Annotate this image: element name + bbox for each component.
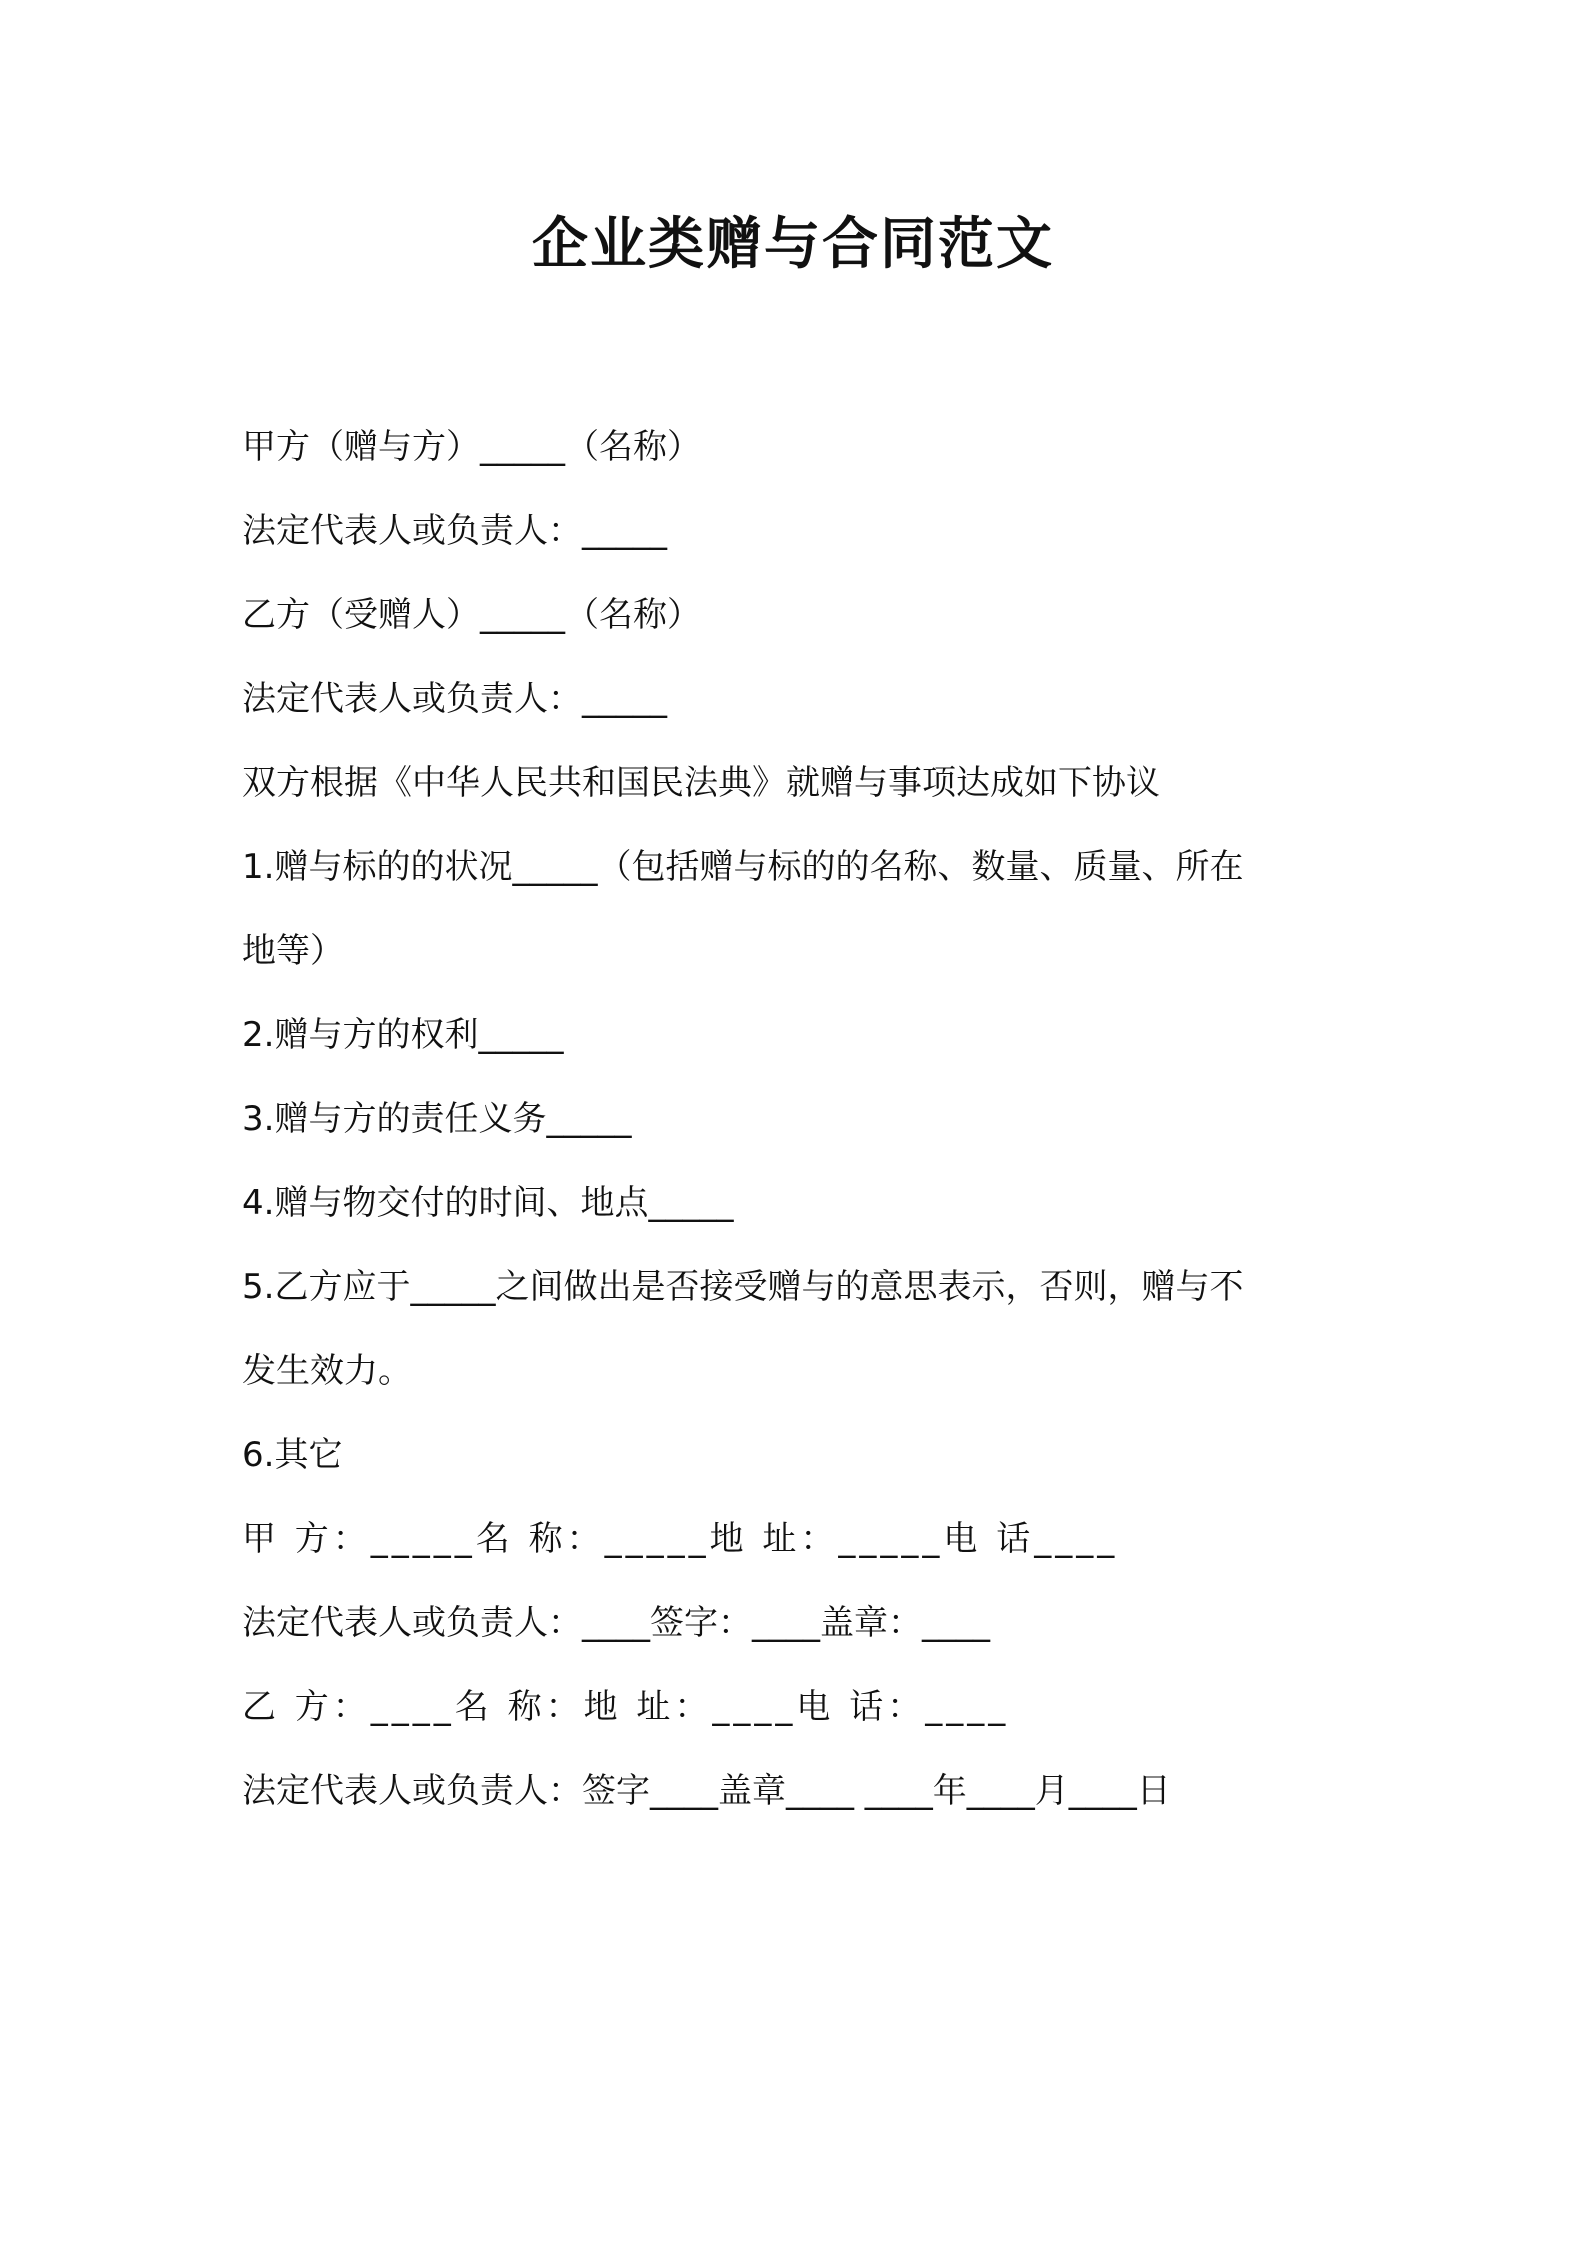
clause-4-line: 4.赠与物交付的时间、地点_____: [242, 1183, 734, 1223]
clause-5-continuation: 发生效力。: [242, 1351, 412, 1391]
signature-party-a-line: 甲 方：_____名 称：_____地 址：_____电 话____: [242, 1519, 1119, 1559]
party-b-representative-line: 法定代表人或负责人：_____: [242, 679, 667, 719]
preamble-line: 双方根据《中华人民共和国民法典》就赠与事项达成如下协议: [242, 763, 1160, 803]
party-b-line: 乙方（受赠人）_____（名称）: [242, 595, 701, 635]
signature-party-b-line: 乙 方：____名 称：地 址：____电 话：____: [242, 1687, 1010, 1727]
clause-2-line: 2.赠与方的权利_____: [242, 1015, 564, 1055]
signature-party-b-representative-line: 法定代表人或负责人：签字____盖章____ ____年____月____日: [242, 1771, 1171, 1811]
clause-5-line: 5.乙方应于_____之间做出是否接受赠与的意思表示，否则，赠与不: [242, 1267, 1244, 1307]
document-body: [242, 405, 1362, 1833]
signature-party-a-representative-line: 法定代表人或负责人：____签字：____盖章：____: [242, 1603, 990, 1643]
clause-1-line: 1.赠与标的的状况_____（包括赠与标的的名称、数量、质量、所在: [242, 847, 1244, 887]
clause-1-continuation: 地等）: [242, 931, 344, 971]
document-title: 企业类赠与合同范文: [532, 212, 1054, 277]
clause-6-line: 6.其它: [242, 1435, 343, 1475]
party-a-representative-line: 法定代表人或负责人：_____: [242, 511, 667, 551]
party-a-line: 甲方（赠与方）_____（名称）: [242, 427, 701, 467]
clause-3-line: 3.赠与方的责任义务_____: [242, 1099, 632, 1139]
